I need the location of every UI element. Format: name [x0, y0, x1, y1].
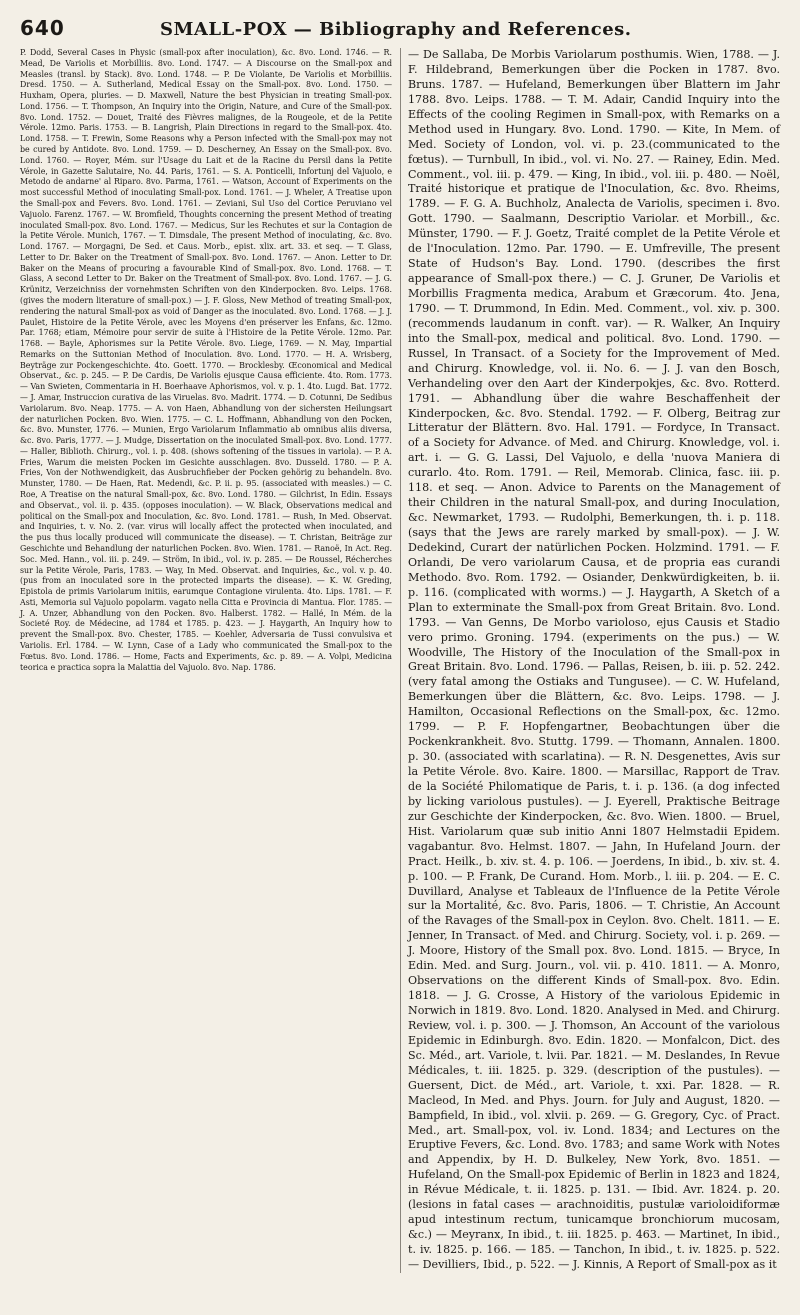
running-title: SMALL-POX — Bibliography and References.	[160, 19, 632, 40]
text-columns	[20, 48, 780, 1273]
page-number: 640	[20, 16, 65, 40]
right-column-text: — De Sallaba, De Morbis Variolarum posthumis. Wien, 1788. — J. F. Hildebrand, Bemerkungen über die Pocken in 1787. 8vo. Bruns. 1787. — Hufeland, Bemerkungen über Blattern im Jahr 1788. 8vo. Leips. 1788. — T. M. Adair, Candid Inquiry into the Effects of the cooling Regimen in Small-pox, with Remarks on a Method used in Hungary. 8vo. Lond. 1790. — Kite, In Mem. of Med. Society of London, vol. vi. p. 23.(communicated to the fœtus). — Turnbull, In ibid., vol. vi. No. 27. — Rainey, Edin. Med. Comment., vol. iii. p. 479. — King, In ibid., vol. iii. p. 480. — Noël, Traité historique et pratique de l'Inoculation, &c. 8vo. Rheims, 1789. — F. G. A. Buchholz, Analecta de Variolis, specimen i. 8vo. Gott. 1790. — Saalmann, Descriptio Variolar. et Morbill., &c. Münster, 1790. — F. J. Goetz, Traité complet de la Petite Vérole et de l'Inoculation. 12mo. Par. 1790. — E. Umfreville, The present State of Hudson's Bay. Lond. 1790. (describes the first appearance of Small-pox there.) — C. J. Gruner, De Variolis et Morbillis Fragmenta medica, Arabum et Græcorum. 4to. Jena, 1790. — T. Drummond, In Edin. Med. Comment., vol. xiv. p. 300. (recommends laudanum in conft. var). — R. Walker, An Inquiry into the Small-pox, medical and political. 8vo. Lond. 1790. — Russel, In Transact. of a Society for the Improvement of Med. and Chirurg. Knowledge, vol. ii. No. 6. — J. J. van den Bosch, Verhandeling over den Aart der Kinderpokjes, &c. 8vo. Rotterd. 1791. — Abhandlung über die wahre Beschaffenheit der Kinderpocken, &c. 8vo. Stendal. 1792. — F. Olberg, Beitrag zur Litteratur der Blättern. 8vo. Hal. 1791. — Fordyce, In Transact. of a Society for Advance. of Med. and Chirurg. Knowledge, vol. i. art. i. — G. G. Lassi, Del Vajuolo, e della 'nuova Maniera di curarlo. 4to. Rom. 1791. — Reil, Memorab. Clinica, fasc. iii. p. 118. et seq. — Anon. Advice to Parents on the Management of their Children in the natural Small-pox, and during Inoculation, &c. Newmarket, 1793. — Rudolphi, Bemerkungen, th. i. p. 118. (says that the Jews are rarely marked by small-pox). — J. W. Dedekind, Curart der natürlichen Pocken. Holzmind. 1791. — F. Orlandi, De vero variolarum Causa, et de propria eas curandi Methodo. 8vo. Rom. 1792. — Osiander, Denkwürdigkeiten, b. ii. p. 116. (complicated with worms.) — J. Haygarth, A Sketch of a Plan to exterminate the Small-pox from Great Britain. 8vo. Lond. 1793. — Van Genns, De Morbo varioloso, ejus Causis et Stadio vero primo. Groning. 1794. (experiments on the pus.) — W. Woodville, The History of the Inoculation of the Small-pox in Great Britain. 8vo. Lond. 1796. — Pallas, Reisen, b. iii. p. 52. 242. (very fatal among the Ostiaks and Tungusee). — C. W. Hufeland, Bemerkungen über die Blättern, &c. 8vo. Leips. 1798. — J. Hamilton, Occasional Reflections on the Small-pox, &c. 12mo. 1799. — P. F. Hopfengartner, Beobachtungen über die Pockenkrankheit. 8vo. Stuttg. 1799. — Thomann, Annalen. 1800. p. 30. (associated with scarlatina). — R. N. Desgenettes, Avis sur la Petite Vérole. 8vo. Kaire. 1800. — Marsillac, Rapport de Trav. de la Société Philomatique de Paris, t. i. p. 136. (a dog infected by licking variolous pustules). — J. Eyerell, Praktische Beitrage zur Geschichte der Kinderpocken, &c. 8vo. Wien. 1800. — Bruel, Hist. Variolarum quæ sub initio Anni 1807 Helmstadii Epidem. vagabantur. 8vo. Helmst. 1807. — Jahn, In Hufeland Journ. der Pract. Heilk., b. xiv. st. 4. p. 106. — Joerdens, In ibid., b. xiv. st. 4. p. 100. — P. Frank, De Curand. Hom. Morb., l. iii. p. 204. — E. C. Duvillard, Analyse et Tableaux de l'Influence de la Petite Vérole sur la Mortalité, &c. 8vo. Paris, 1806. — T. Christie, An Account of the Ravages of the Small-pox in Ceylon. 8vo. Chelt. 1811. — E. Jenner, In Transact. of Med. and Chirurg. Society, vol. i. p. 269. — J. Moore, History of the Small pox. 8vo. Lond. 1815. — Bryce, In Edin. Med. and Surg. Journ., vol. vii. p. 410. 1811. — A. Monro, Observations on the different Kinds of Small-pox. 8vo. Edin. 1818. — J. G. Crosse, A History of the variolous Epidemic in Norwich in 1819. 8vo. Lond. 1820. Analysed in Med. and Chirurg. Review, vol. i. p. 300. — J. Thomson, An Account of the variolous Epidemic in Edinburgh. 8vo. Edin. 1820. — Monfalcon, Dict. des Sc. Méd., art. Variole, t. lvii. Par. 1821. — M. Deslandes, In Revue Médicales, t. iii. 1825. p. 329. (description of the pustules). — Guersent, Dict. de Méd., art. Variole, t. xxi. Par. 1828. — R. Macleod, In Med. and Phys. Journ. for July and August, 1820. — Bampfield, In ibid., vol. xlvii. p. 269. — G. Gregory, Cyc. of Pract. Med., art. Small-pox, vol. iv. Lond. 1834; and Lectures on the Eruptive Fevers, &c. Lond. 8vo. 1783; and same Work with Notes and Appendix, by H. D. Bulkeley, New York, 8vo. 1851. — Hufeland, On the Small-pox Epidemic of Berlin in 1823 and 1824, in Révue Médicale, t. ii. 1825. p. 131. — Ibid. Avr. 1824. p. 20. (lesions in fatal cases — arachnoiditis, pustulæ varioloidiformæ apud intestinum rectum, tunicamque bronchiorum mucosam, &c.) — Meyranx, In ibid., t. iii. 1825. p. 463. — Martinet, In ibid., t. iv. 1825. p. 166. — 185. — Tanchon, In ibid., t. iv. 1825. p. 522. — Devilliers, Ibid., p. 522. — J. Kinnis, A Report of Small-pox as it	[408, 48, 780, 1271]
left-column	[20, 48, 392, 1273]
right-column	[408, 48, 780, 1273]
column-divider	[400, 48, 401, 1273]
left-column-text: P. Dodd, Several Cases in Physic (small-pox after inoculation), &c. 8vo. Lond. 1746. — R. Mead, De Variolis et Morbilliis. 8vo. Lond. 1747. — A Discourse on the Small-pox and Measles (transl. by Stack). 8vo. Lond. 1748. — P. De Violante, De Variolis et Morbilliis. Dresd. 1750. — A. Sutherland, Medical Essay on the Small-pox. 8vo. Lond. 1750. — Huxham, Opera, pluries. — D. Maxwell, Nature the best Physician in treating Small-pox. Lond. 1756. — T. Thompson, An Inquiry into the Origin, Nature, and Cure of the Small-pox. 8vo. Lond. 1752. — Douet, Traité des Fièvres malignes, de la Rougeole, et de la Petite Vérole. 12mo. Paris. 1753. — B. Langrish, Plain Directions in regard to the Small-pox. 4to. Lond. 1758. — T. Frewin, Some Reasons why a Person infected with the Small-pox may not be cured by Antidote. 8vo. Lond. 1759. — D. Descherney, An Essay on the Small-pox. 8vo. Lond. 1760. — Royer, Mém. sur l'Usage du Lait et de la Racine du Persil dans la Petite Vérole, in Gazette Salutaire, No. 44. Paris, 1761. — S. A. Ponticelli, Infortunj del Vajuolo, e Metodo de andarne' al Riparo. 8vo. Parma, 1761. — Watson, Account of Experiments on the most successful Method of inoculating Small-pox. Lond. 1761. — J. Wheler, A Treatise upon the Small-pox and Fevers. 8vo. Lond. 1761. — Zeviani, Sul Uso del Cortice Peruviano vel Vajuolo. Farenz. 1767. — W. Bromfield, Thoughts concerning the present Method of treating inoculated Small-pox. 8vo. Lond. 1767. — Medicus, Sur les Rechutes et sur la Contagion de la Petite Vérole. Munich, 1767. — T. Dimsdale, The present Method of inoculating, &c. 8vo. Lond. 1767. — Morgagni, De Sed. et Caus. Morb., epist. xlix. art. 33. et seq. — T. Glass, Letter to Dr. Baker on the Treatment of Small-pox. 8vo. Lond. 1767. — Anon. Letter to Dr. Baker on the Means of procuring a favourable Kind of Small-pox. 8vo. Lond. 1768. — T. Glass, A second Letter to Dr. Baker on the Treatment of Small-pox. 8vo. Lond. 1767. — J. G. Krünitz, Verzeichniss der vornehmsten Schriften von den Kinderpocken. 8vo. Leips. 1768. (gives the modern literature of small-pox.) — J. F. Gloss, New Method of treating Small-pox, rendering the natural Small-pox as void of Danger as the inoculated. 8vo. Lond. 1768. — J. J. Paulet, Histoire de la Petite Vérole, avec les Moyens d'en préserver les Enfans, &c. 12mo. Par. 1768; etiam, Mémoire pour servir de suite à l'Histoire de la Petite Vérole. 12mo. Par. 1768. — Bayle, Aphorismes sur la Petite Vérole. 8vo. Liege, 1769. — N. May, Impartial Remarks on the Suttonian Method of Inoculation. 8vo. Lond. 1770. — H. A. Wrisberg, Beyträge zur Pockengeschichte. 4to. Goett. 1770. — Brocklesby. Œconomical and Medical Observat., &c. p. 245. — P. De Cardis, De Variolis ejusque Causa efficiente. 4to. Rom. 1773. — Van Swieten, Commentaria in H. Boerhaave Aphorismos, vol. v. p. 1. 4to. Lugd. Bat. 1772. — J. Amar, Instruccion curativa de las Viruelas. 8vo. Madrit. 1774. — D. Cotunni, De Sedibus Variolarum. 8vo. Neap. 1775. — A. von Haen, Abhandlung von der sichersten Heilungsart der naturlichen Pocken. 8vo. Wien. 1775. — C. L. Hoffmann, Abhandlung von den Pocken, &c. 8vo. Munster, 1776. — Munien, Ergo Variolarum Inflammatio ab omnibus aliis diversa, &c. 8vo. Paris, 1777. — J. Mudge, Dissertation on the inoculated Small-pox. 8vo. Lond. 1777. — Haller, Biblioth. Chirurg., vol. i. p. 408. (shows softening of the tissues in variola). — P. A. Fries, Warum die meisten Pocken im Gesichte ausschlagen. 8vo. Dusseld. 1780. — P. A. Fries, Von der Nothwendigkeit, das Ausbruchfieber der Pocken gehörig zu behandeln. 8vo. Munster, 1780. — De Haen, Rat. Medendi, &c. P. ii. p. 95. (associated with measles.) — C. Roe, A Treatise on the natural Small-pox, &c. 8vo. Lond. 1780. — Gilchrist, In Edin. Essays and Observat., vol. ii. p. 435. (opposes inoculation). — W. Black, Observations medical and political on the Small-pox and Inoculation, &c. 8vo. Lond. 1781. — Rush, In Med. Observat. and Inquiries, t. v. No. 2. (var. virus will locally affect the protected when inoculated, and the pus thus locally produced will communicate the disease). — T. Christan, Beiträge zur Geschichte und Behandlung der naturlichen Pocken. 8vo. Wien. 1781. — Ranoë, In Act. Reg. Soc. Med. Hann., vol. iii. p. 249. — Ström, In ibid., vol. iv. p. 285. — De Roussel, Récherches sur la Petite Vérole, Paris, 1783. — Way, In Med. Observat. and Inquiries, &c., vol. v. p. 40. (pus from an inoculated sore in the protected imparts the disease). — K. W. Greding, Epistola de primis Variolarum initiis, earumque Contagione virulenta. 4to. Lips. 1781. — F. Asti, Memoria sul Vajuolo popolarm. vagato nella Citta e Provincia di Mantua. Flor. 1785. — J. A. Unzer, Abhandlung von den Pocken. 8vo. Halberst. 1782. — Hallé, In Mém. de la Societé Roy. de Médecine, ad 1784 et 1785. p. 423. — J. Haygarth, An Inquiry how to prevent the Small-pox. 8vo. Chester, 1785. — Koehler, Adversaria de Tussi convulsiva et Variolis. Erl. 1784. — W. Lynn, Case of a Lady who communicated the Small-pox to the Fœtus. 8vo. Lond. 1786. — Home, Facts and Experiments, &c. p. 89. — A. Volpi, Medicina teorica e practica sopra la Malattia del Vajuolo. 8vo. Nap. 1786.	[20, 48, 392, 672]
page-header	[20, 16, 780, 46]
